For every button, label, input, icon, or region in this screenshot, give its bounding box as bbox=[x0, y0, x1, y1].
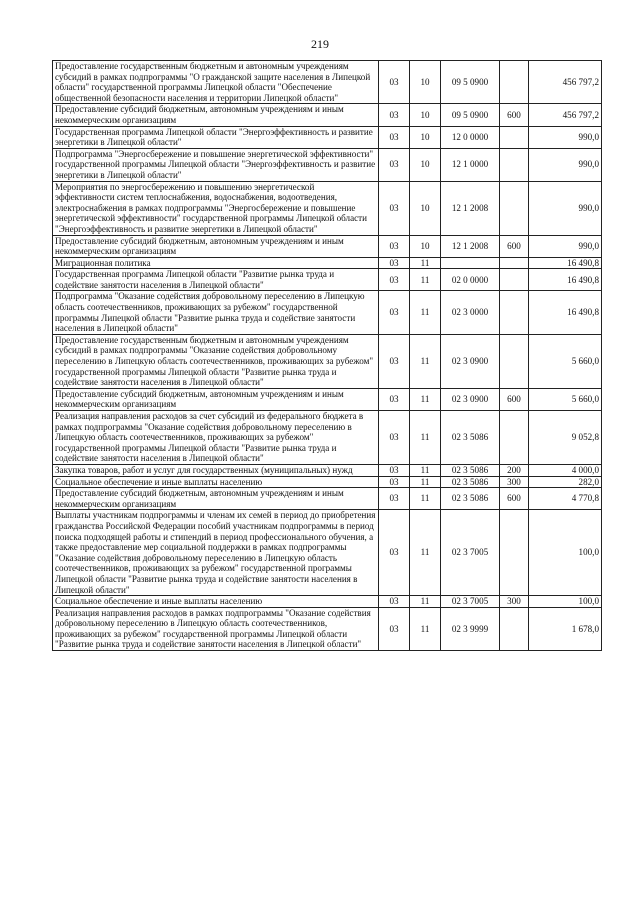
row-name: Государственная программа Липецкой области "Энергоэффективность и развитие энергетики в Липецкой области" bbox=[53, 126, 379, 148]
row-section: 03 bbox=[379, 269, 410, 291]
row-amount: 16 490,8 bbox=[529, 291, 602, 334]
row-target-article: 02 3 5086 bbox=[441, 411, 500, 465]
row-amount: 4 770,8 bbox=[529, 488, 602, 510]
row-expense-type: 600 bbox=[500, 388, 529, 410]
row-name: Миграционная политика bbox=[53, 257, 379, 269]
row-subsection: 10 bbox=[410, 181, 441, 235]
row-target-article: 02 0 0000 bbox=[441, 269, 500, 291]
row-expense-type bbox=[500, 411, 529, 465]
row-target-article: 02 3 0000 bbox=[441, 291, 500, 334]
row-subsection: 11 bbox=[410, 269, 441, 291]
row-target-article: 09 5 0900 bbox=[441, 61, 500, 104]
row-expense-type bbox=[500, 269, 529, 291]
row-expense-type bbox=[500, 257, 529, 269]
row-expense-type bbox=[500, 291, 529, 334]
table-row bbox=[53, 148, 602, 181]
row-subsection: 11 bbox=[410, 510, 441, 596]
row-subsection: 10 bbox=[410, 61, 441, 104]
row-name: Предоставление субсидий бюджетным, автономным учреждениям и иным некоммерческим организациям bbox=[53, 388, 379, 410]
row-amount: 9 052,8 bbox=[529, 411, 602, 465]
row-subsection: 10 bbox=[410, 104, 441, 126]
row-section: 03 bbox=[379, 488, 410, 510]
row-expense-type: 300 bbox=[500, 596, 529, 608]
row-expense-type bbox=[500, 607, 529, 650]
row-name: Подпрограмма "Оказание содействия добровольному переселению в Липецкую область соотечественников, проживающих за рубежом" государственной программы Липецкой области "Развитие рынка труда и содействие занятости населения в Липецкой области" bbox=[53, 291, 379, 334]
row-section: 03 bbox=[379, 411, 410, 465]
table-row bbox=[53, 596, 602, 608]
table-row bbox=[53, 388, 602, 410]
row-section: 03 bbox=[379, 291, 410, 334]
row-target-article: 02 3 5086 bbox=[441, 476, 500, 488]
row-name: Подпрограмма "Энергосбережение и повышение энергетической эффективности" государственной программы Липецкой области "Энергоэффективность и развитие энергетики в Липецкой области" bbox=[53, 148, 379, 181]
table-row bbox=[53, 61, 602, 104]
row-name: Государственная программа Липецкой области "Развитие рынка труда и содействие занятости населения в Липецкой области" bbox=[53, 269, 379, 291]
row-amount: 16 490,8 bbox=[529, 257, 602, 269]
budget-table-body bbox=[53, 61, 602, 651]
row-name: Мероприятия по энергосбережению и повышению энергетической эффективности систем теплоснабжения, водоснабжения, водоотведения, электроснабжения в рамках подпрограммы "Энергосбережение и повышение энергетической эффективности" государственной программы Липецкой области "Энергоэффективность и развитие энергетики в Липецкой области" bbox=[53, 181, 379, 235]
row-name: Социальное обеспечение и иные выплаты населению bbox=[53, 596, 379, 608]
table-row bbox=[53, 104, 602, 126]
row-target-article: 02 3 5086 bbox=[441, 488, 500, 510]
row-subsection: 10 bbox=[410, 235, 441, 257]
row-expense-type: 300 bbox=[500, 476, 529, 488]
table-row bbox=[53, 269, 602, 291]
row-name: Предоставление субсидий бюджетным, автономным учреждениям и иным некоммерческим организациям bbox=[53, 104, 379, 126]
row-target-article: 12 1 0000 bbox=[441, 148, 500, 181]
row-amount: 990,0 bbox=[529, 181, 602, 235]
table-row bbox=[53, 126, 602, 148]
row-name: Реализация направления расходов в рамках подпрограммы "Оказание содействия добровольному переселению в Липецкую область соотечественников, проживающих за рубежом" государственной программы Липецкой области "Развитие рынка труда и содействие занятости населения в Липецкой области" bbox=[53, 607, 379, 650]
row-name: Социальное обеспечение и иные выплаты населению bbox=[53, 476, 379, 488]
row-amount: 5 660,0 bbox=[529, 388, 602, 410]
table-row bbox=[53, 235, 602, 257]
row-target-article: 02 3 7005 bbox=[441, 596, 500, 608]
row-subsection: 11 bbox=[410, 411, 441, 465]
row-expense-type: 600 bbox=[500, 104, 529, 126]
row-subsection: 11 bbox=[410, 464, 441, 476]
row-section: 03 bbox=[379, 510, 410, 596]
row-name: Реализация направления расходов за счет субсидий из федерального бюджета в рамках подпрограммы "Оказание содействия добровольному переселению в Липецкую область соотечественников, проживающих за рубежом" государственной программы Липецкой области "Развитие рынка труда и содействие занятости населения в Липецкой области" bbox=[53, 411, 379, 465]
row-subsection: 11 bbox=[410, 334, 441, 388]
row-section: 03 bbox=[379, 126, 410, 148]
row-amount: 990,0 bbox=[529, 148, 602, 181]
row-subsection: 10 bbox=[410, 148, 441, 181]
row-section: 03 bbox=[379, 476, 410, 488]
row-amount: 990,0 bbox=[529, 235, 602, 257]
row-section: 03 bbox=[379, 596, 410, 608]
row-expense-type bbox=[500, 510, 529, 596]
row-target-article: 02 3 0900 bbox=[441, 334, 500, 388]
row-subsection: 11 bbox=[410, 257, 441, 269]
row-target-article: 02 3 7005 bbox=[441, 510, 500, 596]
row-expense-type: 600 bbox=[500, 235, 529, 257]
row-amount: 456 797,2 bbox=[529, 61, 602, 104]
row-subsection: 11 bbox=[410, 607, 441, 650]
table-row bbox=[53, 334, 602, 388]
row-subsection: 11 bbox=[410, 488, 441, 510]
row-target-article: 02 3 5086 bbox=[441, 464, 500, 476]
table-row bbox=[53, 181, 602, 235]
row-name: Выплаты участникам подпрограммы и членам их семей в период до приобретения гражданства Российской Федерации пособий участникам подпрограммы в период поиска подходящей работы и стипендий в период профессионального обучения, а также предоставление мер социальной поддержки в рамках подпрограммы "Оказание содействия добровольному переселению в Липецкую область соотечественников, проживающих за рубежом" государственной программы Липецкой области "Развитие рынка труда и содействие занятости населения в Липецкой области" bbox=[53, 510, 379, 596]
table-row bbox=[53, 257, 602, 269]
row-expense-type: 600 bbox=[500, 488, 529, 510]
table-row bbox=[53, 464, 602, 476]
row-amount: 100,0 bbox=[529, 510, 602, 596]
row-section: 03 bbox=[379, 388, 410, 410]
row-subsection: 11 bbox=[410, 476, 441, 488]
row-expense-type bbox=[500, 61, 529, 104]
row-section: 03 bbox=[379, 148, 410, 181]
row-target-article: 12 0 0000 bbox=[441, 126, 500, 148]
row-name: Предоставление субсидий бюджетным, автономным учреждениям и иным некоммерческим организациям bbox=[53, 488, 379, 510]
row-name: Предоставление государственным бюджетным и автономным учреждениям субсидий в рамках подпрограммы "О гражданской защите населения в Липецкой области" государственной программы Липецкой области "Обеспечение общественной безопасности населения и территории Липецкой области" bbox=[53, 61, 379, 104]
table-row bbox=[53, 607, 602, 650]
row-subsection: 11 bbox=[410, 388, 441, 410]
row-target-article bbox=[441, 257, 500, 269]
row-amount: 990,0 bbox=[529, 126, 602, 148]
row-target-article: 12 1 2008 bbox=[441, 235, 500, 257]
page-number: 219 bbox=[311, 37, 329, 51]
row-section: 03 bbox=[379, 464, 410, 476]
row-section: 03 bbox=[379, 61, 410, 104]
row-expense-type bbox=[500, 334, 529, 388]
row-amount: 100,0 bbox=[529, 596, 602, 608]
row-section: 03 bbox=[379, 104, 410, 126]
row-amount: 282,0 bbox=[529, 476, 602, 488]
row-subsection: 10 bbox=[410, 126, 441, 148]
row-target-article: 09 5 0900 bbox=[441, 104, 500, 126]
row-name: Предоставление государственным бюджетным и автономным учреждениям субсидий в рамках подпрограммы "Оказание содействия добровольному переселению в Липецкую область соотечественников, проживающих за рубежом" государственной программы Липецкой области "Развитие рынка труда и содействие занятости населения в Липецкой области" bbox=[53, 334, 379, 388]
row-expense-type bbox=[500, 126, 529, 148]
row-expense-type bbox=[500, 181, 529, 235]
table-row bbox=[53, 476, 602, 488]
row-section: 03 bbox=[379, 235, 410, 257]
table-row bbox=[53, 510, 602, 596]
row-amount: 5 660,0 bbox=[529, 334, 602, 388]
row-amount: 456 797,2 bbox=[529, 104, 602, 126]
budget-table bbox=[52, 60, 602, 651]
row-expense-type bbox=[500, 148, 529, 181]
row-section: 03 bbox=[379, 181, 410, 235]
row-subsection: 11 bbox=[410, 291, 441, 334]
row-amount: 16 490,8 bbox=[529, 269, 602, 291]
row-amount: 1 678,0 bbox=[529, 607, 602, 650]
row-expense-type: 200 bbox=[500, 464, 529, 476]
row-target-article: 02 3 9999 bbox=[441, 607, 500, 650]
table-row bbox=[53, 488, 602, 510]
row-subsection: 11 bbox=[410, 596, 441, 608]
row-amount: 4 000,0 bbox=[529, 464, 602, 476]
row-target-article: 12 1 2008 bbox=[441, 181, 500, 235]
row-name: Предоставление субсидий бюджетным, автономным учреждениям и иным некоммерческим организациям bbox=[53, 235, 379, 257]
row-name: Закупка товаров, работ и услуг для государственных (муниципальных) нужд bbox=[53, 464, 379, 476]
row-target-article: 02 3 0900 bbox=[441, 388, 500, 410]
row-section: 03 bbox=[379, 257, 410, 269]
table-row bbox=[53, 291, 602, 334]
row-section: 03 bbox=[379, 607, 410, 650]
row-section: 03 bbox=[379, 334, 410, 388]
table-row bbox=[53, 411, 602, 465]
